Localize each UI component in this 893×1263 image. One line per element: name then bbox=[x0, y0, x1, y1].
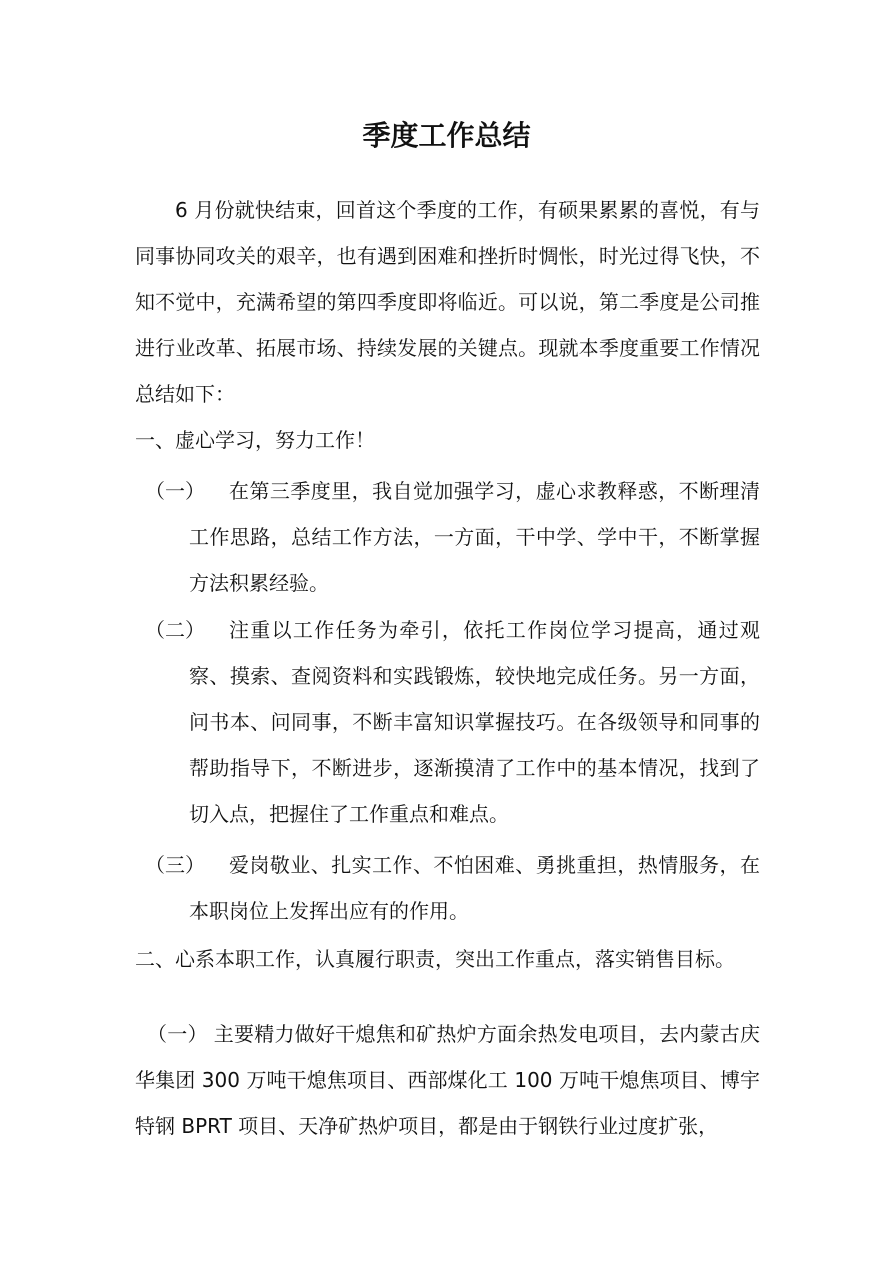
intro-paragraph: 6 月份就快结束，回首这个季度的工作，有硕果累累的喜悦，有与同事协同攻关的艰辛，也有遇到困难和挫折时惆怅，时光过得飞快，不知不觉中，充满希望的第四季度即将临近。可以说，第二季度是公司推进行业改革、拓展市场、持续发展的关键点。现就本季度重要工作情况总结如下： bbox=[135, 198, 760, 406]
item-text: 爱岗敬业、扎实工作、不怕困难、勇挑重担，热情服务，在本职岗位上发挥出应有的作用。 bbox=[189, 853, 760, 923]
section-1-item-3 bbox=[145, 842, 760, 934]
item-label: （二） bbox=[145, 618, 205, 642]
section-1-item-1 bbox=[145, 468, 760, 606]
document-title: 季度工作总结 bbox=[362, 119, 531, 152]
section-1-heading: 一、虚心学习，努力工作！ bbox=[135, 428, 375, 452]
item-label: （三） bbox=[145, 853, 205, 877]
item-text: 主要精力做好干熄焦和矿热炉方面余热发电项目，去内蒙古庆华集团 300 万吨干熄焦项目、西部煤化工 100 万吨干熄焦项目、博宇特钢 BPRT 项目、天净矿热炉项目，都是由于钢铁行业过度扩张， bbox=[135, 1022, 761, 1138]
item-text: 在第三季度里，我自觉加强学习，虚心求教释惑，不断理清工作思路，总结工作方法，一方面，干中学、学中干，不断掌握方法积累经验。 bbox=[189, 479, 760, 595]
item-label: （一） bbox=[145, 479, 205, 503]
item-text: 注重以工作任务为牵引，依托工作岗位学习提高，通过观察、摸索、查阅资料和实践锻炼，较快地完成任务。另一方面，问书本、问同事，不断丰富知识掌握技巧。在各级领导和同事的帮助指导下，不断进步，逐渐摸清了工作中的基本情况，找到了切入点，把握住了工作重点和难点。 bbox=[189, 618, 760, 826]
section-2-heading: 二、心系本职工作，认真履行职责，突出工作重点，落实销售目标。 bbox=[135, 947, 735, 971]
section-1-item-2 bbox=[145, 607, 760, 837]
section-2-item-1 bbox=[135, 1011, 760, 1149]
item-label: （一） bbox=[147, 1022, 208, 1046]
